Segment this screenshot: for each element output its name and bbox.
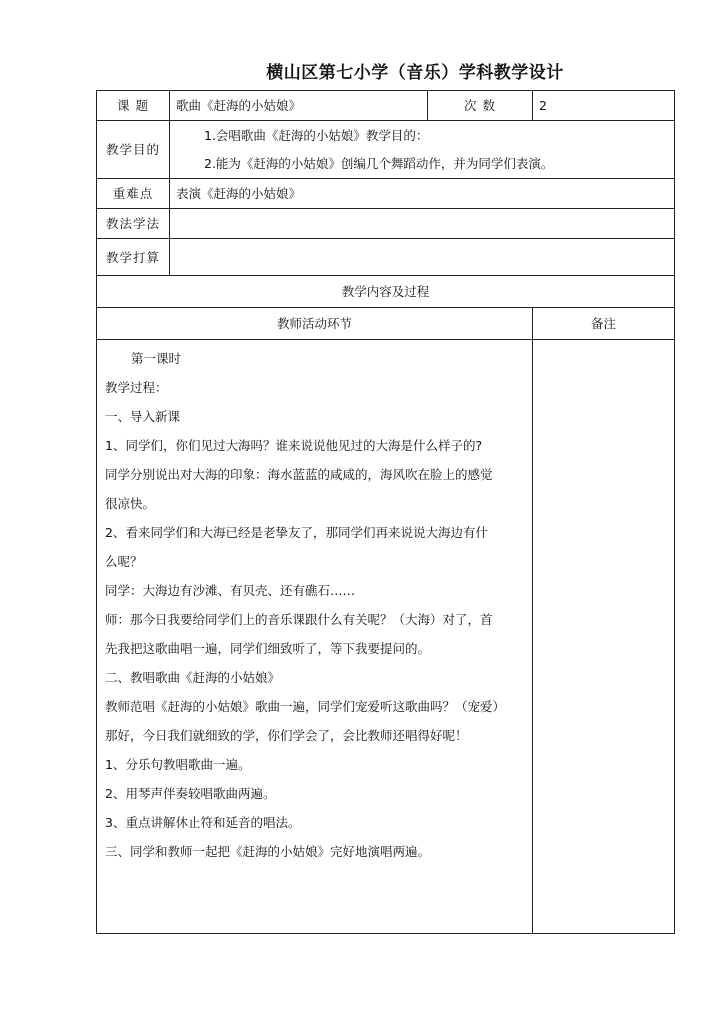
body-line: 3、重点讲解休止符和延音的唱法。 (105, 815, 301, 830)
activity-column-header: 教师活动环节 (97, 308, 533, 340)
goal-item: 1.会唱歌曲《赶海的小姑娘》教学目的： (204, 127, 429, 143)
body-line: 第一课时 (131, 351, 182, 366)
count-label: 次 数 (428, 91, 533, 121)
method-label: 教法学法 (97, 209, 170, 239)
goal-item: 2.能为《赶海的小姑娘》创编几个舞蹈动作，并为同学们表演。 (204, 155, 554, 171)
body-line: 那好，今日我们就细致的学，你们学会了，会比教师还唱得好呢！ (105, 728, 468, 743)
activity-content (97, 340, 533, 934)
body-line: 教师范唱《赶海的小姑娘》歌曲一遍，同学们宠爱听这歌曲吗？（宠爱） (105, 699, 506, 714)
goals-label: 教学目的 (97, 121, 170, 179)
body-line: 教学过程： (105, 380, 168, 395)
method-row (97, 209, 675, 239)
topic-row (97, 91, 675, 121)
key-value: 表演《赶海的小姑娘》 (170, 179, 675, 209)
page-title: 横山区第七小学（音乐）学科教学设计 (266, 63, 564, 83)
plan-label: 教学打算 (97, 239, 170, 276)
method-value (170, 209, 675, 239)
notes-content (533, 340, 675, 934)
body-line: 二、教唱歌曲《赶海的小姑娘》 (105, 670, 281, 685)
topic-value: 歌曲《赶海的小姑娘》 (170, 91, 428, 121)
body-line: 先我把这歌曲唱一遍，同学们细致听了，等下我要提问的。 (105, 641, 431, 656)
goals-cell (170, 121, 675, 179)
content-row (97, 340, 675, 934)
section-header: 教学内容及过程 (97, 276, 675, 308)
lesson-plan-table (96, 90, 675, 934)
body-line: 2、用琴声伴奏较唱歌曲两遍。 (105, 786, 276, 801)
key-row (97, 179, 675, 209)
topic-label: 课 题 (97, 91, 170, 121)
count-value: 2 (533, 91, 675, 121)
body-line: 么呢？ (105, 554, 143, 569)
body-line: 很凉快。 (105, 496, 156, 511)
body-line: 1、同学们，你们见过大海吗？谁来说说他见过的大海是什么样子的? (105, 438, 483, 453)
plan-row (97, 239, 675, 276)
goals-row (97, 121, 675, 179)
body-line: 1、分乐句教唱歌曲一遍。 (105, 757, 251, 772)
body-line: 一、导入新课 (105, 409, 181, 424)
body-line: 师：那今日我要给同学们上的音乐课跟什么有关呢？（大海）对了，首 (105, 612, 493, 627)
column-header-row (97, 308, 675, 340)
body-line: 同学：大海边有沙滩、有贝壳、还有礁石…… (105, 583, 356, 598)
key-label: 重难点 (97, 179, 170, 209)
body-line: 同学分别说出对大海的印象：海水蓝蓝的咸咸的，海风吹在脸上的感觉 (105, 467, 493, 482)
body-line: 三、同学和教师一起把《赶海的小姑娘》完好地演唱两遍。 (105, 844, 431, 859)
notes-column-header: 备注 (533, 308, 675, 340)
plan-value (170, 239, 675, 276)
body-line: 2、看来同学们和大海已经是老挚友了，那同学们再来说说大海边有什 (105, 525, 488, 540)
section-header-row (97, 276, 675, 308)
